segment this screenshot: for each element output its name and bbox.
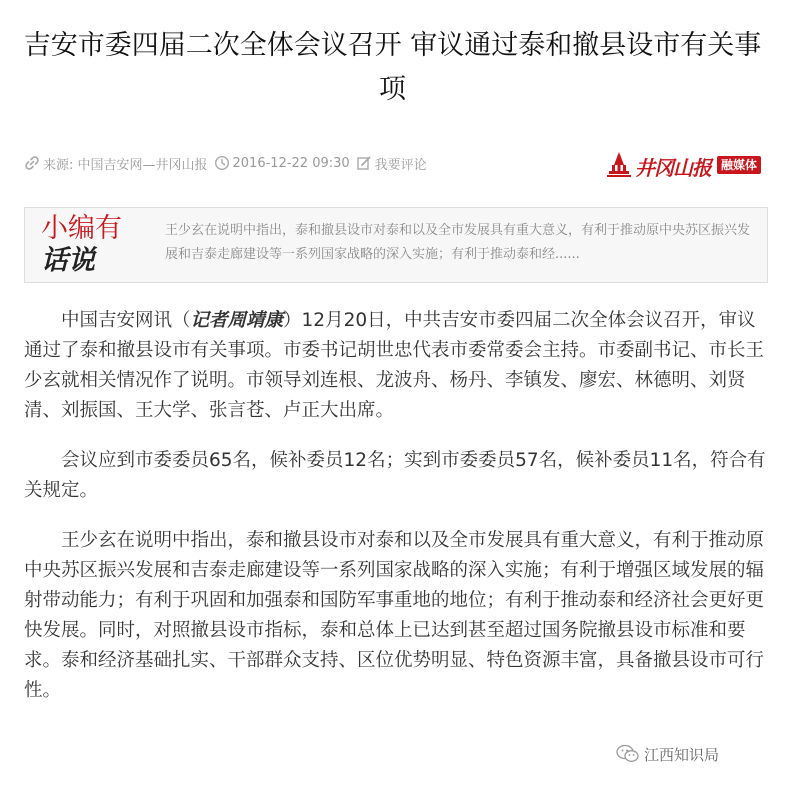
source-text: 来源: 中国吉安网—井冈山报 <box>43 157 208 173</box>
paragraph-3: 王少玄在说明中指出，泰和撤县设市对泰和以及全市发展具有重大意义，有利于推动原中央苏区振兴发展和吉泰走廊建设等一系列国家战略的深入实施；有利于增强区域发展的辐射带动能力；有利于巩固和加强泰和国防军事重地的地位；有利于推动泰和经济社会更好更快发展。同时，对照撤县设市指标，泰和总体上已达到甚至超过国务院撤县设市标准和要求。泰和经济基础扎实、干部群众支持、区位优势明显、特色资源丰富，具备撤县设市可行性。 <box>24 530 765 701</box>
editor-label-line1: 小编有 <box>41 213 122 244</box>
watermark-text: 江西知识局 <box>644 745 720 764</box>
clock-icon <box>214 155 230 171</box>
editor-note-label <box>35 212 145 280</box>
article-title: 吉安市委四届二次全体会议召开 审议通过泰和撤县设市有关事项 <box>23 30 762 105</box>
p1-body: ）12月20日，中共吉安市委四届二次全体会议召开，审议通过了泰和撤县设市有关事项。市委书记胡世忠代表市委常委会主持。市委副书记、市长王少玄就相关情况作了说明。市领导刘连根、龙波舟、杨丹、李镇发、廖宏、林德明、刘贤清、刘振国、王大学、张言苍、卢正大出席。 <box>24 310 765 421</box>
comment-label[interactable]: 我要评论 <box>374 157 427 173</box>
datetime-text: 2016-12-22 09:30 <box>232 155 350 171</box>
paragraph-1 <box>24 306 766 426</box>
source-item <box>24 154 208 173</box>
editor-note-text: 王少玄在说明中指出，泰和撤县设市对泰和以及全市发展具有重大意义，有利于推动原中央苏区振兴发展和吉泰走廊建设等一系列国家战略的深入实施；有利于推动泰和经...... <box>165 223 751 262</box>
editor-note-box <box>24 207 768 283</box>
pagoda-icon <box>605 149 633 179</box>
wechat-icon <box>616 744 640 764</box>
comment-link[interactable] <box>356 154 427 173</box>
datetime-item <box>214 155 350 171</box>
editor-label-line2: 话说 <box>41 245 95 276</box>
article-meta <box>24 150 433 176</box>
reporter-byline: 记者周靖康 <box>190 310 284 331</box>
link-icon <box>24 155 40 171</box>
newspaper-logo <box>605 148 775 180</box>
article-body <box>24 306 766 726</box>
edit-icon <box>356 155 372 171</box>
logo-badge: 融媒体 <box>717 156 761 174</box>
logo-calligraphy: 井冈山报 <box>635 156 711 180</box>
p1-lead: 中国吉安网讯（ <box>61 310 191 331</box>
watermark <box>612 741 723 767</box>
paragraph-2: 会议应到市委委员65名，候补委员12名；实到市委委员57名，候补委员11名，符合有关规定。 <box>24 450 766 501</box>
